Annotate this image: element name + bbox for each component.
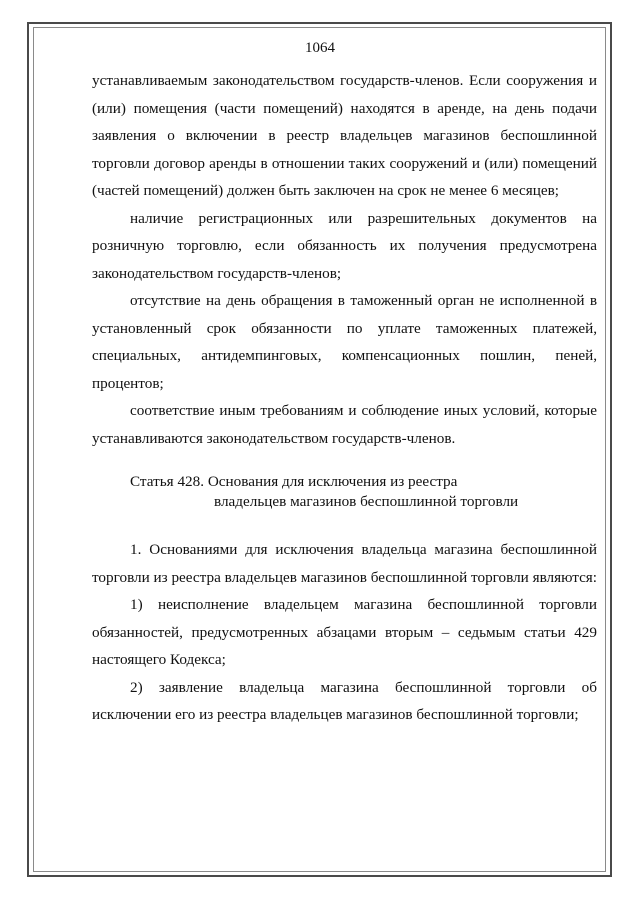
article-heading-line-2: владельцев магазинов беспошлинной торговли [214,493,519,510]
page-number: 1064 [305,40,335,56]
article-heading-line-1: Статья 428. Основания для исключения из реестра [130,473,458,490]
article-heading [130,472,597,512]
paragraph-other-requirements: соответствие иным требованиям и соблюдение иных условий, которые устанавливаются законодательством государств-членов. [92,402,597,447]
paragraph-no-unpaid-obligations: отсутствие на день обращения в таможенный орган не исполненной в установленный срок обязанности по уплате таможенных платежей, специальных, антидемпинговых, компенсационных пошлин, пеней, процентов; [92,292,597,392]
document-body [92,67,597,729]
paragraph-item-2: 2) заявление владельца магазина беспошлинной торговли об исключении его из реестра владельцев магазинов беспошлинной торговли; [92,678,597,723]
paragraph-continuation: устанавливаемым законодательством государств-членов. Если сооружения и (или) помещения (части помещений) находятся в аренде, на день подачи заявления о включении в реестр владельцев магазинов беспошлинной торговли договор аренды в отношении таких сооружений и (или) помещений (частей помещений) должен быть заключен на срок не менее 6 месяцев; [92,72,597,199]
paragraph-item-1: 1) неисполнение владельцем магазина беспошлинной торговли обязанностей, предусмотренных абзацами вторым – седьмым статьи 429 настоящего Кодекса; [92,596,597,668]
paragraph-registration-documents: наличие регистрационных или разрешительных документов на розничную торговлю, если обязанность их получения предусмотрена законодательством государств-членов; [92,209,597,282]
paragraph-clause-1: 1. Основаниями для исключения владельца магазина беспошлинной торговли из реестра владельцев магазинов беспошлинной торговли являются: [92,541,598,586]
